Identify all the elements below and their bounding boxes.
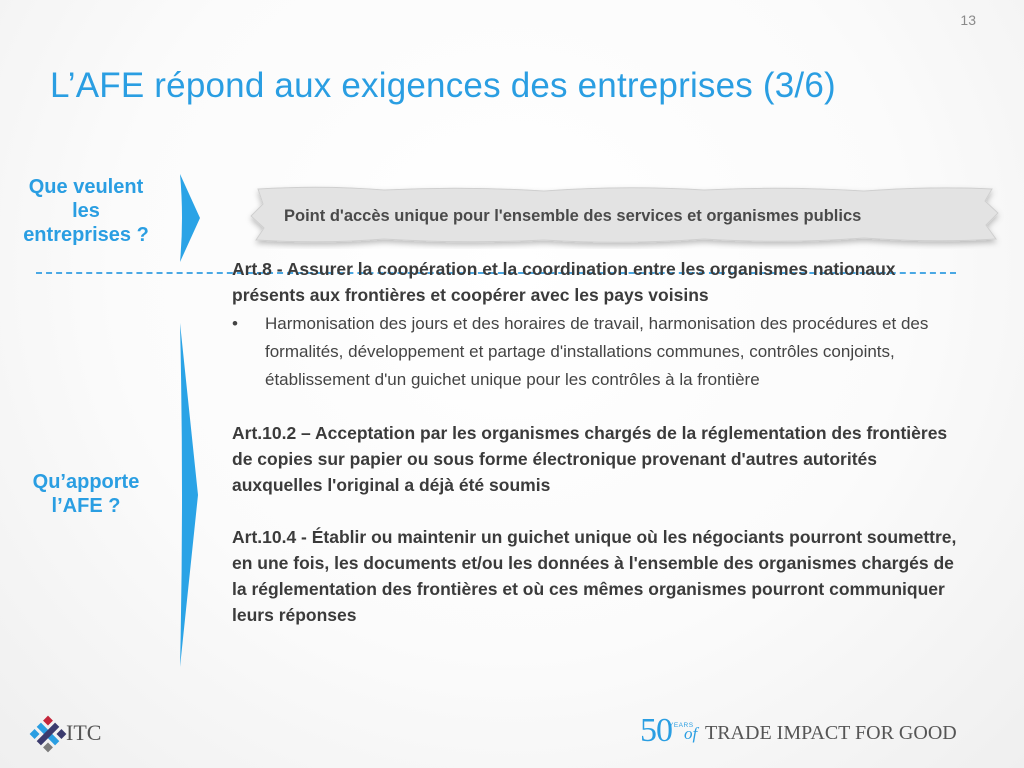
article-8-heading: Art.8 - Assurer la coopération et la coordination entre les organismes nationaux présents aux frontières et coopérer avec les pays voisins xyxy=(232,259,896,305)
itc-logo-icon xyxy=(28,714,68,754)
question-line: entreprises ? xyxy=(23,224,149,246)
banner-text: Point d'accès unique pour l'ensemble des services et organismes publics xyxy=(284,207,862,225)
list-item xyxy=(232,310,972,394)
question-line: Que veulent xyxy=(28,176,144,198)
article-10-4-heading: Art.10.4 - Établir ou maintenir un guichet unique où les négociants pourront soumettre, en une fois, les documents et/ou les données à l'ensemble des organismes chargés de la réglementation des frontières et où ces mêmes organismes pourront communiquer leurs réponses xyxy=(232,527,957,625)
articles-content xyxy=(232,256,972,628)
question-what-businesses-want xyxy=(0,175,172,247)
question-line: Qu’apporte xyxy=(32,471,140,493)
anniversary-years: YEARS xyxy=(669,722,694,729)
question-line: l’AFE ? xyxy=(51,495,121,517)
anniversary-of: of xyxy=(684,724,698,743)
question-line: les xyxy=(72,200,100,222)
page-number: 13 xyxy=(960,12,976,28)
article-10-2-heading: Art.10.2 – Acceptation par les organismes chargés de la réglementation des frontières de copies sur papier ou sous forme électronique provenant d'autres autorités auxquelles l'original a déjà été soumis xyxy=(232,423,948,495)
bullet-text: Harmonisation des jours et des horaires de travail, harmonisation des procédures et des formalités, développement et partage d'installations communes, contrôles conjoints, établissement d'un guichet unique pour les contrôles à la frontière xyxy=(265,314,929,389)
anniversary-number: 50 xyxy=(640,712,672,749)
footer-tagline: TRADE IMPACT FOR GOOD xyxy=(705,722,957,744)
slide-title: L’AFE répond aux exigences des entreprises (3/6) xyxy=(50,66,836,105)
question-what-afe-brings xyxy=(0,470,172,518)
arrow-large-icon xyxy=(172,322,202,668)
itc-logo-text: ITC xyxy=(66,720,102,745)
bullet-icon: • xyxy=(232,314,238,333)
arrow-small-icon xyxy=(172,173,202,263)
article-8-bullets xyxy=(232,310,972,394)
